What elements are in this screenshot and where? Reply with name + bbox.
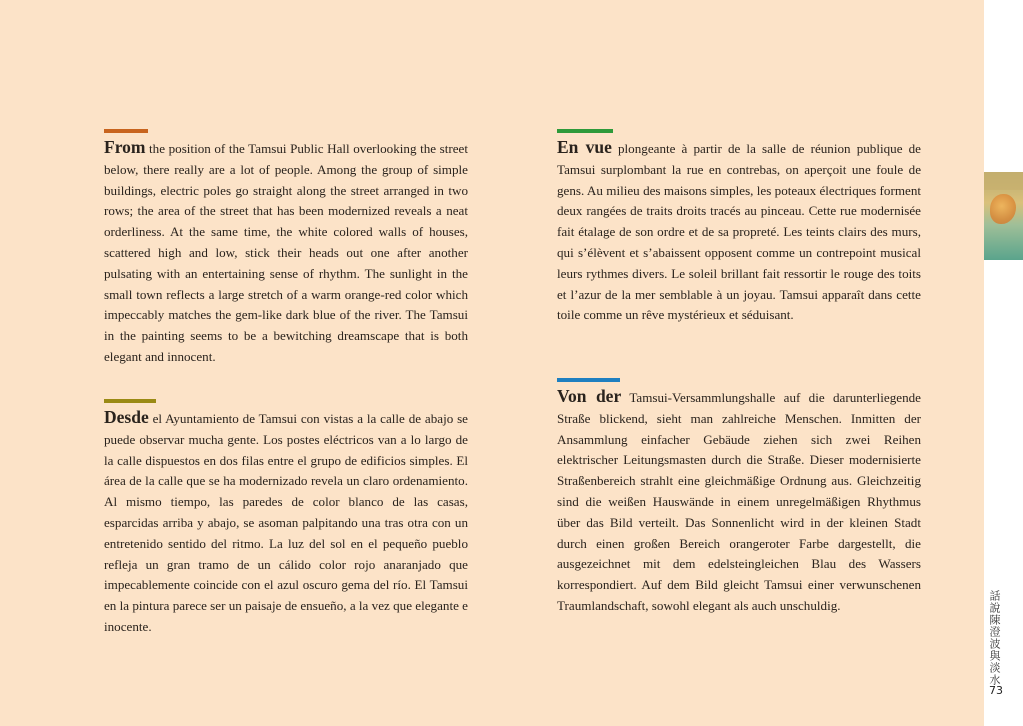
french-section <box>557 129 921 326</box>
german-paragraph <box>557 386 921 617</box>
french-paragraph <box>557 137 921 326</box>
english-lead: From <box>104 137 146 157</box>
german-section <box>557 378 921 617</box>
english-section <box>104 129 468 368</box>
spanish-color-bar <box>104 399 156 403</box>
french-color-bar <box>557 129 613 133</box>
french-text: plongeante à partir de la salle de réunion publique de Tamsui surplombant la rue en contrebas, on aperçoit une foule de gens. Au milieu des maisons simples, les poteaux électriques forment deux rangées de traits droits tracés au pinceau. Cette rue modernisée fait étalage de son ordre et de sa propreté. Les teints clairs des murs, qui s’élèvent et s’abaissent opposent comme un contrepoint musical leurs rythmes divers. Le soleil brillant fait ressortir le rouge des toits et l’azur de la mer semblable à un joyau. Tamsui apparaît dans cette toile comme un rêve mystérieux et séduisant. <box>557 141 921 323</box>
page-number: 73 <box>989 684 1003 697</box>
german-lead: Von der <box>557 386 622 406</box>
spanish-paragraph <box>104 407 468 638</box>
spanish-lead: Desde <box>104 407 149 427</box>
painting-thumbnail <box>984 172 1023 260</box>
running-title: 話說陳澄波與淡水 <box>988 590 1001 686</box>
spanish-text: el Ayuntamiento de Tamsui con vistas a la calle de abajo se puede observar mucha gente. Los postes eléctricos van a lo largo de la calle dispuestos en dos filas entre el grupo de edificios simples. El área de la calle que se ha modernizado revela un claro ordenamiento. Al mismo tiempo, las paredes de color blanco de las casas, esparcidas arriba y abajo, se asoman palpitando una tras otra con un entretenido sentido del ritmo. La luz del sol en el pequeño pueblo refleja un gran tramo de un cálido color rojo anaranjado que impecablemente coincide con el azul oscuro gema del río. El Tamsui en la pintura parece ser un paisaje de ensueño, a la vez que elegante e inocente. <box>104 411 468 634</box>
english-color-bar <box>104 129 148 133</box>
french-lead: En vue <box>557 137 612 157</box>
german-color-bar <box>557 378 620 382</box>
english-paragraph <box>104 137 468 368</box>
german-text: Tamsui-Versammlungshalle auf die darunterliegende Straße blickend, sieht man zahlreiche Menschen. Inmitten der Ansammlung einfacher Gebäude ziehen sich zwei Reihen elektrischer Leitungsmasten durch die Straße. Dieser modernisierte Straßenbereich strahlt eine gleichmäßige Ordnung aus. Gleichzeitig sind die weißen Hauswände in einem unregelmäßigen Rhythmus über das Bild verteilt. Das Sonnenlicht wird in der kleinen Stadt durch einen großen Bereich orangeroter Farbe dargestellt, die ausgezeichnet mit dem edelsteingleichen Blau des Wassers korrespondiert. Auf dem Bild gleicht Tamsui einer verwunschenen Traumlandschaft, sowohl elegant als auch unschuldig. <box>557 390 921 613</box>
spanish-section <box>104 399 468 638</box>
english-text: the position of the Tamsui Public Hall overlooking the street below, there really are a lot of people. Among the group of simple buildings, electric poles go straight along the street arranged in two rows; the area of the street that has been modernized reveals a neat orderliness. At the same time, the white colored walls of houses, scattered high and low, stick their heads out one after another pulsating with an entertaining sense of rhythm. The sunlight in the small town reflects a large stretch of a warm orange-red color which impeccably matches the gem-like dark blue of the river. The Tamsui in the painting seems to be a bewitching dreamscape that is both elegant and innocent. <box>104 141 468 364</box>
